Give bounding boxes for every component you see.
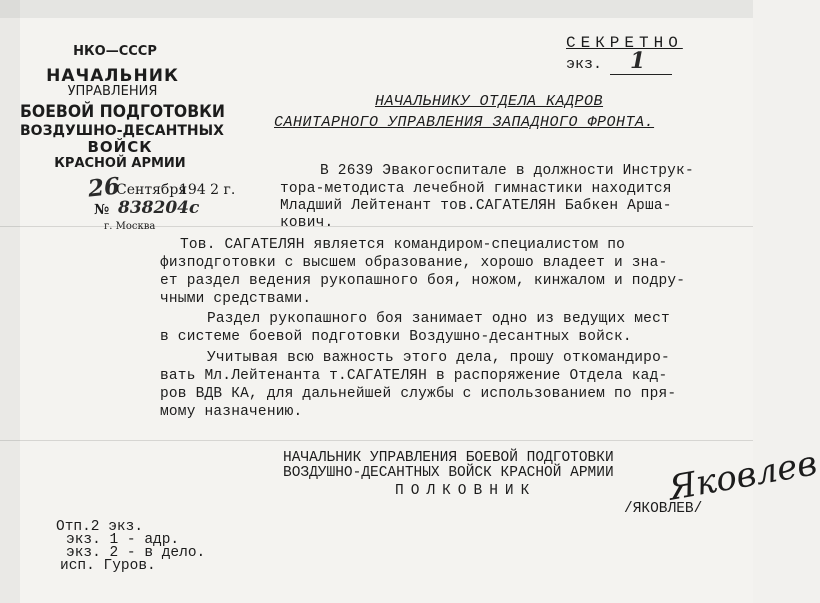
body-line: кович. <box>280 215 334 231</box>
signer-name: /ЯКОВЛЕВ/ <box>624 501 703 517</box>
body-line: мому назначению. <box>160 404 303 420</box>
date-month: Сентября <box>116 182 188 198</box>
number-label: № <box>94 202 110 218</box>
letterhead-troops-2: ВОЙСК <box>87 138 153 156</box>
body-line: Учитывая всю важность этого дела, прошу откомандиро- <box>207 350 670 366</box>
letterhead-subtitle: УПРАВЛЕНИЯ <box>67 84 158 99</box>
body-line: ет раздел ведения рукопашного боя, ножом, кинжалом и подру- <box>160 273 686 289</box>
body-line: ров ВДВ КА, для дальнейшей службы с использованием по пря- <box>160 386 677 402</box>
signer-title-line-2: ВОЗДУШНО-ДЕСАНТНЫХ ВОЙСК КРАСНОЙ АРМИИ <box>283 465 614 481</box>
body-line: тора-методиста лечебной гимнастики находится <box>280 181 672 197</box>
addressee-line-2: САНИТАРНОГО УПРАВЛЕНИЯ ЗАПАДНОГО ФРОНТА. <box>274 114 655 131</box>
addressee-line-1: НАЧАЛЬНИКУ ОТДЕЛА КАДРОВ <box>375 93 604 110</box>
copy-label: экз. <box>566 56 603 73</box>
document-number-handwritten: 838204с <box>118 198 200 218</box>
letterhead-org: НКО—СССР <box>73 44 157 59</box>
scan-edge-shadow <box>0 0 753 18</box>
date-year: 194 2 г. <box>179 182 236 198</box>
copy-number-handwritten: 1 <box>630 48 646 74</box>
footer-line: экз. 2 - в дело. <box>66 545 206 561</box>
footer-line: экз. 1 - адр. <box>66 532 180 548</box>
body-line: Младший Лейтенант тов.САГАТЕЛЯН Бабкен Арша- <box>280 198 672 214</box>
body-line: Раздел рукопашного боя занимает одно из ведущих мест <box>207 311 670 327</box>
classification-label: СЕКРЕТНО <box>566 34 683 52</box>
body-line: в системе боевой подготовки Воздушно-десантных войск. <box>160 329 632 345</box>
scan-edge-shadow-left <box>0 0 20 603</box>
body-line: вать Мл.Лейтенанта т.САГАТЕЛЯН в распоряжение Отдела кад- <box>160 368 668 384</box>
signer-title-line-1: НАЧАЛЬНИК УПРАВЛЕНИЯ БОЕВОЙ ПОДГОТОВКИ <box>283 450 614 466</box>
fold-crease <box>0 440 753 441</box>
footer-line: исп. Гуров. <box>60 558 156 574</box>
letterhead-department: БОЕВОЙ ПОДГОТОВКИ <box>20 102 225 122</box>
body-line: В 2639 Эвакогоспитале в должности Инструк- <box>320 163 694 179</box>
city: г. Москва <box>104 221 156 232</box>
body-line: чными средствами. <box>160 291 312 307</box>
copy-number-underline <box>610 74 672 75</box>
signer-rank: ПОЛКОВНИК <box>395 483 537 499</box>
letterhead-army: КРАСНОЙ АРМИИ <box>54 156 186 171</box>
letterhead-troops: ВОЗДУШНО-ДЕСАНТНЫХ <box>20 123 224 139</box>
body-line: физподготовки с высшем образование, хорошо владеет и зна- <box>160 255 668 271</box>
letterhead-title: НАЧАЛЬНИК <box>46 66 179 86</box>
footer-line: Отп.2 экз. <box>56 519 144 535</box>
body-line: Тов. САГАТЕЛЯН является командиром-специалистом по <box>180 237 626 253</box>
date-day-handwritten: 26 <box>86 172 122 203</box>
handwritten-signature: Яковлев <box>665 443 820 509</box>
